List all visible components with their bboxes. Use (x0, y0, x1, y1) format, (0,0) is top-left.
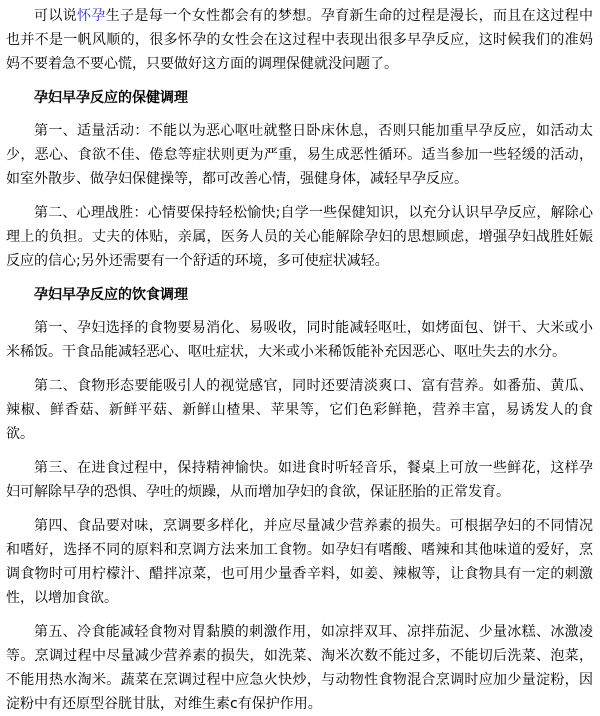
article-body (0, 4, 600, 716)
paragraph-diet-4: 第四、食品要对味，烹调要多样化，并应尽量减少营养素的损失。可根据孕妇的不同情况和嗜好，选择不同的原料和烹调方法来加工食物。如孕妇有嗜酸、嗜辣和其他味道的爱好，烹调食物时可用柠檬汁、醋拌凉菜，也可用少量香辛料，如姜、辣椒等，让食物具有一定的刺激性，以增加食欲。 (6, 518, 593, 606)
paragraph-diet-3: 第三、在进食过程中，保持精神愉快。如进食时听轻音乐，餐桌上可放一些鲜花，这样孕妇可解除早孕的恐惧、孕吐的烦躁，从而增加孕妇的食欲，保证胚胎的正常发育。 (6, 460, 593, 500)
pregnancy-keyword-link[interactable]: 怀孕 (77, 8, 106, 24)
intro-text-before-link: 可以说 (34, 8, 78, 24)
paragraph-diet-1: 第一、孕妇选择的食物要易消化、易吸收，同时能减轻呕吐，如烤面包、饼干、大米或小米稀饭。干食品能减轻恶心、呕吐症状，大米或小米稀饭能补充因恶心、呕吐失去的水分。 (6, 320, 593, 360)
paragraph-care-1: 第一、适量活动：不能以为恶心呕吐就整日卧床休息，否则只能加重早孕反应，如活动太少，恶心、食欲不佳、倦怠等症状则更为严重，易生成恶性循环。适当参加一些轻缓的活动，如室外散步、做孕妇保健操等，都可改善心情，强健身体，减轻早孕反应。 (6, 123, 593, 187)
heading-diet-care: 孕妇早孕反应的饮食调理 (34, 287, 188, 303)
paragraph-diet-2: 第二、食物形态要能吸引人的视觉感官，同时还要清淡爽口、富有营养。如番茄、黄瓜、辣椒、鲜香菇、新鲜平菇、新鲜山楂果、苹果等，它们色彩鲜艳，营养丰富，易诱发人的食欲。 (6, 378, 593, 442)
paragraph-diet-5: 第五、冷食能减轻食物对胃黏膜的刺激作用，如凉拌双耳、凉拌茄泥、少量冰糕、冰激凌等。烹调过程中尽量减少营养素的损失，如洗菜、淘米次数不能过多，不能切后洗菜、泡菜，不能用热水淘米。蔬菜在烹调过程中应急火快炒，与动物性食物混合烹调时应加少量淀粉，因淀粉中有还原型谷胱甘肽，对维生素c有保护作用。 (6, 624, 593, 712)
paragraph-care-2: 第二、心理战胜：心情要保持轻松愉快;自学一些保健知识，以充分认识早孕反应，解除心理上的负担。丈夫的体贴，亲属，医务人员的关心能解除孕妇的思想顾虑，增强孕妇战胜妊娠反应的信心;另外还需要有一个舒适的环境，多可使症状减轻。 (6, 205, 593, 269)
intro-text-after-link: 生子是每一个女性都会有的梦想。孕育新生命的过程是漫长，而且在这过程中也并不是一帆风顺的，很多怀孕的女性会在这过程中表现出很多早孕反应，这时候我们的准妈妈不要着急不要心慌，只要做好这方面的调理保健就没问题了。 (6, 8, 594, 72)
intro-paragraph (6, 4, 593, 76)
heading-health-care: 孕妇早孕反应的保健调理 (34, 90, 188, 106)
